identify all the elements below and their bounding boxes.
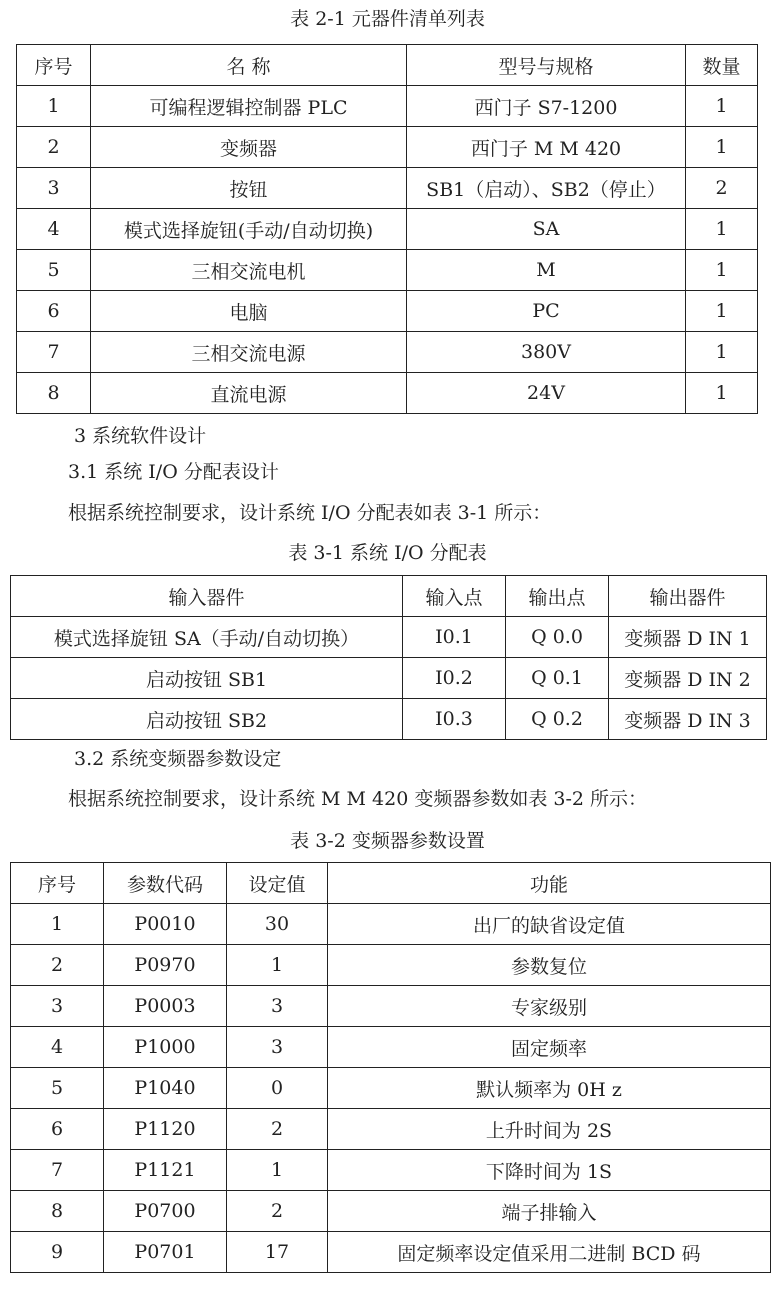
table-cell: 西门子 S7-1200 xyxy=(407,86,686,127)
table-cell: 3 xyxy=(17,168,91,209)
table-row xyxy=(11,945,771,986)
table-cell: 三相交流电源 xyxy=(91,332,407,373)
table-cell: 模式选择旋钮(手动/自动切换) xyxy=(91,209,407,250)
table-cell: I0.1 xyxy=(403,617,506,658)
table-cell: 1 xyxy=(686,86,758,127)
table-cell: 变频器 xyxy=(91,127,407,168)
subsection-heading: 3.1 系统 I/O 分配表设计 xyxy=(68,461,279,483)
table-cell: 17 xyxy=(227,1232,328,1273)
table-cell: 1 xyxy=(686,332,758,373)
body-paragraph: 根据系统控制要求，设计系统 M M 420 变频器参数如表 3-2 所示： xyxy=(68,788,648,810)
table-row xyxy=(17,291,758,332)
table-cell: P1000 xyxy=(104,1027,227,1068)
table-cell: 启动按钮 SB1 xyxy=(11,658,403,699)
header-cell: 参数代码 xyxy=(104,863,227,904)
table-cell: 1 xyxy=(227,945,328,986)
table-row xyxy=(17,250,758,291)
header-cell: 输入点 xyxy=(403,576,506,617)
subsection-heading: 3.2 系统变频器参数设定 xyxy=(74,748,282,770)
table-row xyxy=(11,699,767,740)
header-cell: 输出点 xyxy=(506,576,609,617)
table-row xyxy=(11,1150,771,1191)
table-cell: 1 xyxy=(686,209,758,250)
table-row xyxy=(17,168,758,209)
table-cell: 7 xyxy=(17,332,91,373)
table-header-row xyxy=(11,576,767,617)
table-cell: M xyxy=(407,250,686,291)
table3-caption: 表 3-2 变频器参数设置 xyxy=(290,830,485,852)
header-cell: 数量 xyxy=(686,45,758,86)
parameter-settings-table xyxy=(10,862,771,1273)
table-cell: 1 xyxy=(686,127,758,168)
table-cell: 24V xyxy=(407,373,686,414)
table-row xyxy=(11,1027,771,1068)
table-header-row xyxy=(11,863,771,904)
table-cell: SB1（启动）、SB2（停止） xyxy=(407,168,686,209)
section-heading: 3 系统软件设计 xyxy=(74,425,207,447)
header-cell: 序号 xyxy=(11,863,104,904)
table-cell: 1 xyxy=(11,904,104,945)
table-cell: 默认频率为 0H z xyxy=(328,1068,771,1109)
table-cell: 30 xyxy=(227,904,328,945)
table-cell: 固定频率 xyxy=(328,1027,771,1068)
header-cell: 序号 xyxy=(17,45,91,86)
table-cell: P1040 xyxy=(104,1068,227,1109)
table-cell: 模式选择旋钮 SA（手动/自动切换） xyxy=(11,617,403,658)
table-cell: 3 xyxy=(227,986,328,1027)
table2-caption: 表 3-1 系统 I/O 分配表 xyxy=(288,542,487,564)
table-cell: 5 xyxy=(11,1068,104,1109)
table-cell: 2 xyxy=(227,1191,328,1232)
table-cell: 参数复位 xyxy=(328,945,771,986)
table-cell: P0701 xyxy=(104,1232,227,1273)
table-cell: 3 xyxy=(227,1027,328,1068)
table-cell: I0.3 xyxy=(403,699,506,740)
table-cell: I0.2 xyxy=(403,658,506,699)
table-cell: 1 xyxy=(686,373,758,414)
table-cell: 6 xyxy=(11,1109,104,1150)
table-cell: 专家级别 xyxy=(328,986,771,1027)
table-header-row xyxy=(17,45,758,86)
table-cell: 4 xyxy=(11,1027,104,1068)
table-row xyxy=(17,209,758,250)
table-cell: 1 xyxy=(17,86,91,127)
table-cell: 8 xyxy=(11,1191,104,1232)
table-cell: 直流电源 xyxy=(91,373,407,414)
header-cell: 型号与规格 xyxy=(407,45,686,86)
table-cell: Q 0.2 xyxy=(506,699,609,740)
table-row xyxy=(17,127,758,168)
table-cell: 5 xyxy=(17,250,91,291)
table-cell: 3 xyxy=(11,986,104,1027)
table-cell: 380V xyxy=(407,332,686,373)
table-cell: P1121 xyxy=(104,1150,227,1191)
table-cell: 9 xyxy=(11,1232,104,1273)
table-cell: 端子排输入 xyxy=(328,1191,771,1232)
table-cell: P1120 xyxy=(104,1109,227,1150)
table-row xyxy=(17,332,758,373)
table-cell: SA xyxy=(407,209,686,250)
table-row xyxy=(11,1109,771,1150)
table-cell: P0970 xyxy=(104,945,227,986)
table-cell: 变频器 D IN 1 xyxy=(609,617,767,658)
table-cell: 变频器 D IN 2 xyxy=(609,658,767,699)
table-cell: 2 xyxy=(11,945,104,986)
header-cell: 输出器件 xyxy=(609,576,767,617)
table-cell: P0010 xyxy=(104,904,227,945)
table-row xyxy=(11,658,767,699)
table-cell: Q 0.1 xyxy=(506,658,609,699)
io-allocation-table xyxy=(10,575,767,740)
header-cell: 输入器件 xyxy=(11,576,403,617)
header-cell: 设定值 xyxy=(227,863,328,904)
table-cell: 电脑 xyxy=(91,291,407,332)
table-row xyxy=(11,904,771,945)
table-cell: 启动按钮 SB2 xyxy=(11,699,403,740)
table-cell: 7 xyxy=(11,1150,104,1191)
table-cell: 变频器 D IN 3 xyxy=(609,699,767,740)
table-cell: 2 xyxy=(17,127,91,168)
table-row xyxy=(11,1068,771,1109)
table-cell: 4 xyxy=(17,209,91,250)
table-cell: 上升时间为 2S xyxy=(328,1109,771,1150)
table-cell: 1 xyxy=(686,291,758,332)
table-cell: 2 xyxy=(686,168,758,209)
table-cell: 固定频率设定值采用二进制 BCD 码 xyxy=(328,1232,771,1273)
table-cell: P0003 xyxy=(104,986,227,1027)
table-row xyxy=(17,373,758,414)
table-cell: 0 xyxy=(227,1068,328,1109)
table-cell: 按钮 xyxy=(91,168,407,209)
table-cell: 1 xyxy=(227,1150,328,1191)
table-row xyxy=(11,986,771,1027)
table-cell: 西门子 M M 420 xyxy=(407,127,686,168)
table1-caption: 表 2-1 元器件清单列表 xyxy=(290,8,485,30)
table-cell: Q 0.0 xyxy=(506,617,609,658)
header-cell: 功能 xyxy=(328,863,771,904)
table-cell: 6 xyxy=(17,291,91,332)
table-cell: 下降时间为 1S xyxy=(328,1150,771,1191)
table-cell: 2 xyxy=(227,1109,328,1150)
table-row xyxy=(11,1191,771,1232)
table-row xyxy=(11,1232,771,1273)
table-cell: 出厂的缺省设定值 xyxy=(328,904,771,945)
table-cell: 1 xyxy=(686,250,758,291)
table-cell: 可编程逻辑控制器 PLC xyxy=(91,86,407,127)
table-cell: P0700 xyxy=(104,1191,227,1232)
table-row xyxy=(17,86,758,127)
header-cell: 名 称 xyxy=(91,45,407,86)
table-cell: PC xyxy=(407,291,686,332)
table-row xyxy=(11,617,767,658)
table-cell: 三相交流电机 xyxy=(91,250,407,291)
component-list-table xyxy=(16,44,758,414)
table-cell: 8 xyxy=(17,373,91,414)
body-paragraph: 根据系统控制要求，设计系统 I/O 分配表如表 3-1 所示： xyxy=(68,502,552,524)
